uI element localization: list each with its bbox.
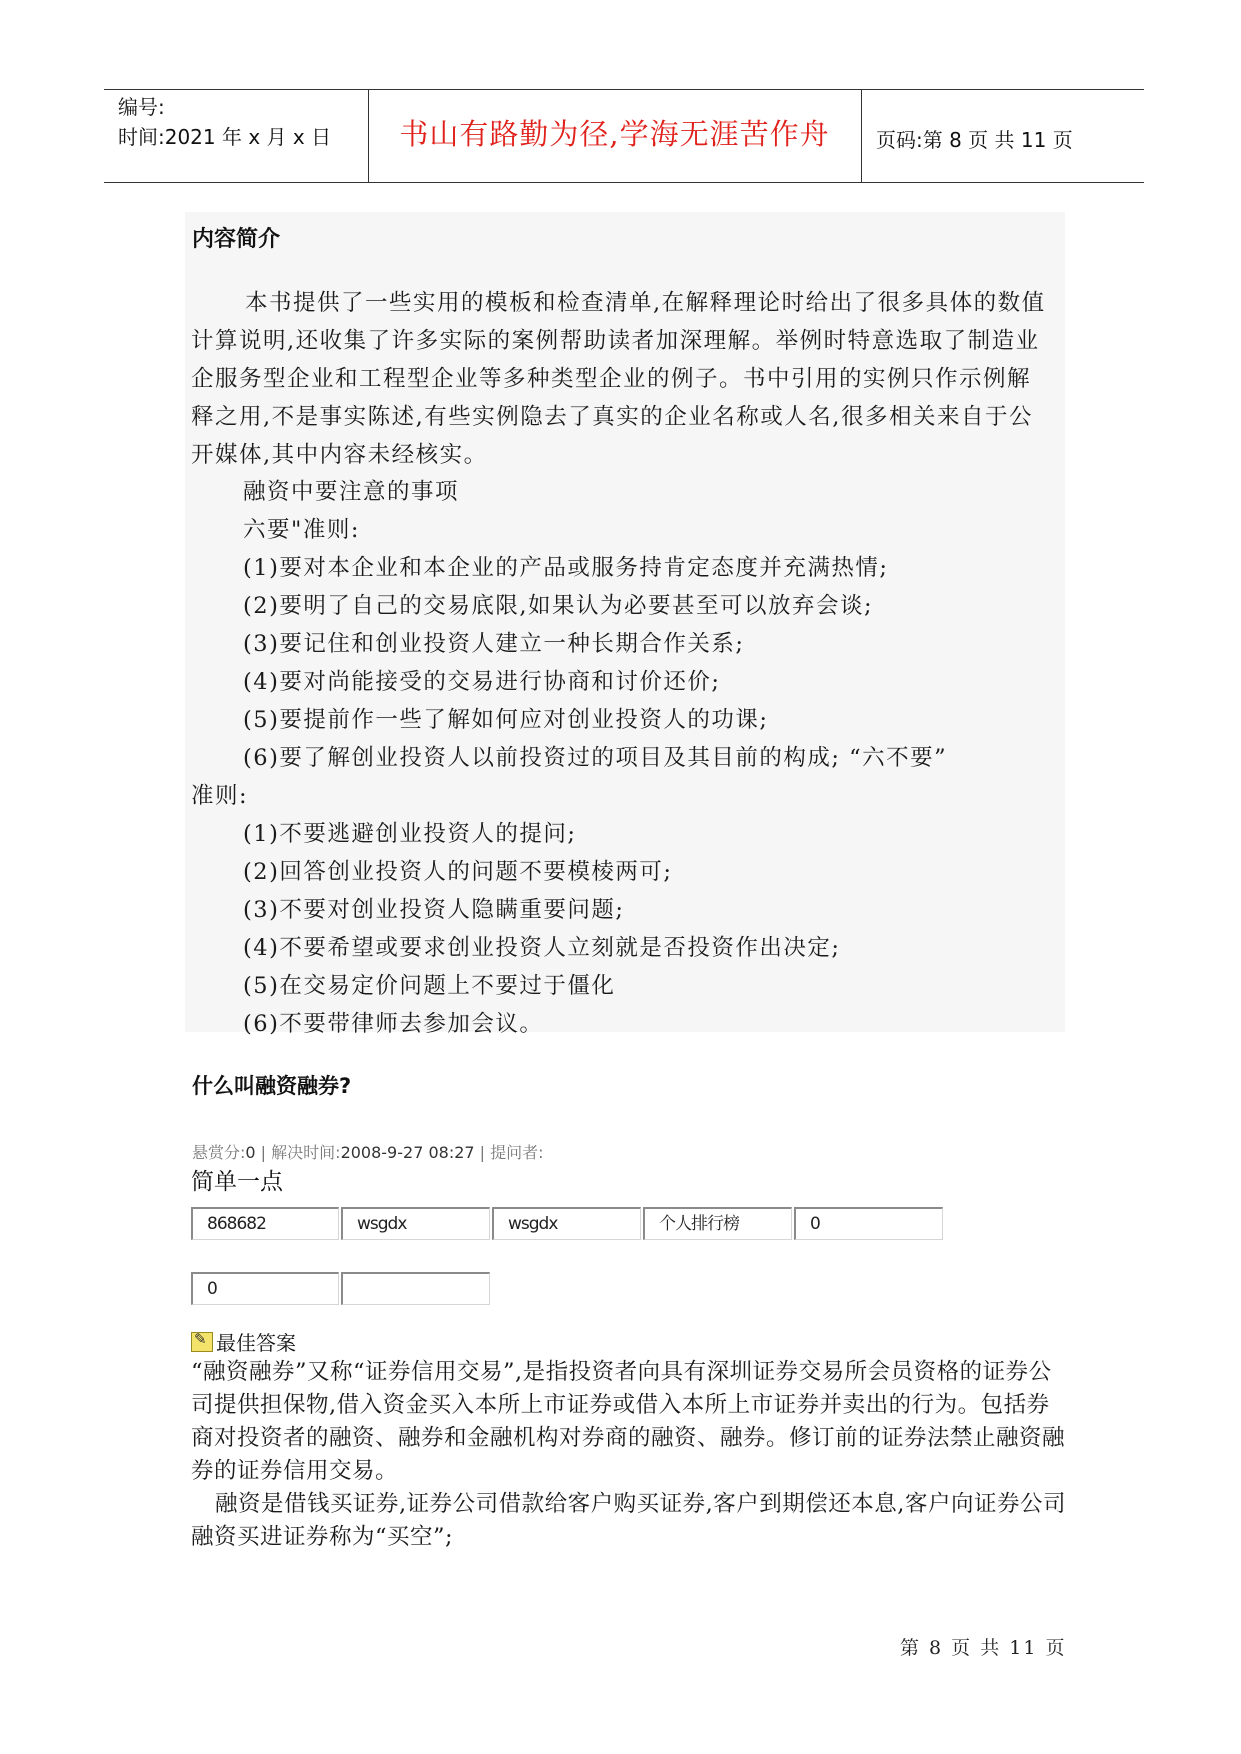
- intro-line: (2)回答创业投资人的问题不要模棱两可;: [243, 859, 673, 885]
- intro-line: (5)要提前作一些了解如何应对创业投资人的功课;: [243, 707, 769, 733]
- intro-paragraph-text: 本书提供了一些实用的模板和检查清单,在解释理论时给出了很多具体的数值计算说明,还收集了许多实际的案例帮助读者加深理解。举例时特意选取了制造业企服务型企业和工程型企业等多种类型企业的例子。书中引用的实例只作示例解释之用,不是事实陈述,有些实例隐去了真实的企业名称或人名,很多相关来自于公开媒体,其中内容未经核实。: [191, 290, 1046, 468]
- meta-separator: | 提问者:: [474, 1143, 544, 1162]
- header-motto: 书山有路勤为径,学海无涯苦作舟: [399, 117, 830, 151]
- intro-line: 六要"准则:: [243, 517, 360, 543]
- best-answer-label: 最佳答案: [216, 1331, 296, 1355]
- header-bottom-rule: [104, 182, 1144, 183]
- table-cell: 个人排行榜: [643, 1207, 792, 1240]
- answer-paragraph-text: 融资是借钱买证券,证券公司借款给客户购买证券,客户到期偿还本息,客户向证券公司融资买进证券称为“买空”;: [191, 1491, 1066, 1550]
- best-answer-icon: [191, 1332, 213, 1352]
- table-cell: 0: [794, 1207, 943, 1240]
- table-cell: wsgdx: [341, 1207, 490, 1240]
- intro-paragraph: [191, 284, 1051, 474]
- header-number-label: 编号:: [118, 95, 165, 119]
- header-divider-right: [861, 89, 862, 182]
- question-meta: [192, 1140, 544, 1163]
- intro-line: (4)要对尚能接受的交易进行协商和讨价还价;: [243, 669, 721, 695]
- intro-line: (3)不要对创业投资人隐瞒重要问题;: [243, 897, 625, 923]
- header-top-rule: [104, 89, 1144, 90]
- intro-line: (4)不要希望或要求创业投资人立刻就是否投资作出决定;: [243, 935, 841, 961]
- meta-separator: | 解决时间:: [255, 1143, 341, 1162]
- header-time-label: 时间:2021 年 x 月 x 日: [118, 125, 332, 149]
- intro-title: 内容简介: [192, 227, 281, 252]
- intro-line: (5)在交易定价问题上不要过于僵化: [243, 973, 616, 999]
- intro-line: 准则:: [191, 783, 249, 809]
- reward-value: 0: [245, 1143, 256, 1162]
- header-page-info: 页码:第 8 页 共 11 页: [876, 128, 1073, 152]
- intro-line: 融资中要注意的事项: [243, 479, 460, 505]
- answer-paragraph: “融资融券”又称“证券信用交易”,是指投资者向具有深圳证券交易所会员资格的证券公司提供担保物,借入资金买入本所上市证券或借入本所上市证券并卖出的行为。包括券商对投资者的融资、融券和金融机构对券商的融资、融券。修订前的证券法禁止融资融券的证券信用交易。: [191, 1359, 1066, 1484]
- intro-line: (6)要了解创业投资人以前投资过的项目及其目前的构成; “六不要”: [243, 745, 948, 771]
- resolve-time: 2008-9-27 08:27: [340, 1143, 475, 1162]
- table-cell: 0: [191, 1272, 339, 1305]
- intro-line: (1)不要逃避创业投资人的提问;: [243, 821, 577, 847]
- question-title: 什么叫融资融券?: [192, 1074, 352, 1098]
- reward-label: 悬赏分:: [192, 1143, 246, 1162]
- table-cell: 868682: [191, 1207, 339, 1240]
- best-answer-heading: [191, 1327, 296, 1356]
- answer-paragraph: [191, 1488, 1071, 1554]
- intro-line: (6)不要带律师去参加会议。: [243, 1011, 544, 1037]
- page-footer: 第 8 页 共 11 页: [900, 1637, 1067, 1659]
- intro-line: (2)要明了自己的交易底限,如果认为必要甚至可以放弃会谈;: [243, 593, 874, 619]
- table-cell: wsgdx: [492, 1207, 641, 1240]
- header-meta: [118, 92, 331, 152]
- intro-line: (3)要记住和创业投资人建立一种长期合作关系;: [243, 631, 745, 657]
- intro-line: (1)要对本企业和本企业的产品或服务持肯定态度并充满热情;: [243, 555, 889, 581]
- question-subtitle: 简单一点: [191, 1169, 283, 1195]
- table-cell: [341, 1272, 490, 1305]
